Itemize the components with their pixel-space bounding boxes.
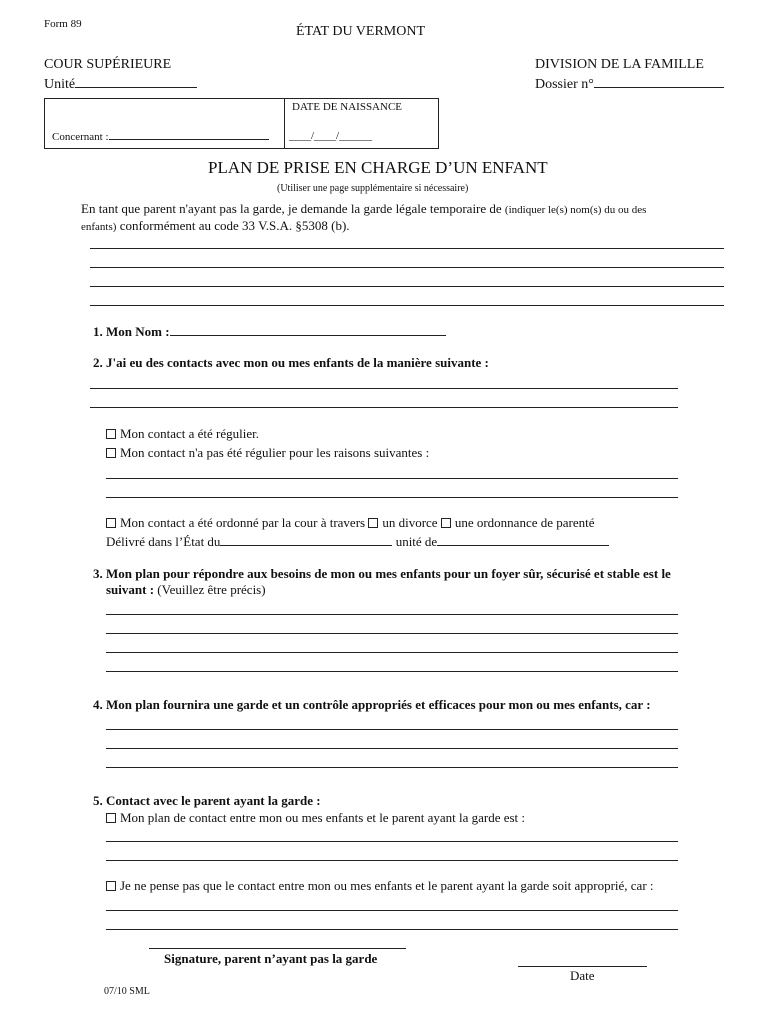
section-2-label: 2. J'ai eu des contacts avec mon ou mes enfants de la manière suivante :	[93, 355, 489, 370]
date-line[interactable]	[518, 966, 647, 967]
revision-code: 07/10 SML	[104, 986, 150, 997]
no-contact-label: Je ne pense pas que le contact entre mon ou mes enfants et le parent ayant la garde soit approprié, car :	[120, 878, 654, 893]
page-subtitle: (Utiliser une page supplémentaire si nécessaire)	[277, 183, 469, 194]
my-name-input[interactable]	[170, 323, 446, 336]
contact-plan-label: Mon plan de contact entre mon ou mes enfants et le parent ayant la garde est :	[120, 810, 526, 825]
supervision-line[interactable]	[106, 767, 678, 768]
section-1-label: 1. Mon Nom :	[93, 324, 170, 339]
children-names-line[interactable]	[90, 305, 724, 306]
irregular-contact-option	[106, 445, 429, 461]
section-3-note: (Veuillez être précis)	[157, 582, 266, 597]
supervision-line[interactable]	[106, 748, 678, 749]
signature-label: Signature, parent n’ayant pas la garde	[164, 951, 378, 966]
docket-label: Dossier n°	[535, 77, 594, 92]
section-1-row	[93, 323, 446, 340]
plan-needs-line[interactable]	[106, 652, 678, 653]
docket-field-row	[535, 75, 724, 93]
irregular-reason-line[interactable]	[106, 497, 678, 498]
intro-hint-end: enfants)	[81, 221, 117, 233]
regular-contact-label: Mon contact a été régulier.	[120, 426, 259, 441]
intro-line-2	[81, 218, 350, 234]
issued-unit-input[interactable]	[437, 533, 609, 546]
contact-plan-line[interactable]	[106, 860, 678, 861]
issued-unit-label: unité de	[395, 534, 438, 549]
plan-needs-line[interactable]	[106, 671, 678, 672]
no-contact-checkbox[interactable]	[106, 881, 116, 891]
children-names-line[interactable]	[90, 267, 724, 268]
court-ordered-label: Mon contact a été ordonné par la cour à travers	[120, 515, 366, 530]
court-ordered-option	[106, 515, 595, 531]
divorce-label: un divorce	[382, 515, 438, 530]
contact-line[interactable]	[90, 407, 678, 408]
unit-field-row	[44, 75, 197, 93]
no-contact-reason-line[interactable]	[106, 929, 678, 930]
concerning-row	[52, 127, 269, 143]
court-ordered-checkbox[interactable]	[106, 518, 116, 528]
plan-needs-line[interactable]	[106, 633, 678, 634]
concerning-input[interactable]	[109, 127, 269, 140]
intro-hint: (indiquer le(s) nom(s) du ou des	[504, 204, 647, 216]
division-name: DIVISION DE LA FAMILLE	[535, 57, 704, 72]
form-number: Form 89	[44, 18, 82, 30]
section-3-label-cont	[106, 582, 266, 598]
concerning-label: Concernant :	[52, 131, 109, 143]
unit-input[interactable]	[75, 75, 197, 88]
date-label: Date	[570, 968, 595, 983]
docket-input[interactable]	[594, 75, 724, 88]
divorce-checkbox[interactable]	[368, 518, 378, 528]
section-5-label: 5. Contact avec le parent ayant la garde :	[93, 793, 321, 808]
issued-state-input[interactable]	[220, 533, 392, 546]
unit-label: Unité	[44, 77, 76, 92]
intro-line-1	[81, 201, 646, 217]
contact-line[interactable]	[90, 388, 678, 389]
irregular-contact-label: Mon contact n'a pas été régulier pour les raisons suivantes :	[120, 445, 430, 460]
contact-plan-checkbox[interactable]	[106, 813, 116, 823]
birthdate-label: DATE DE NAISSANCE	[292, 101, 402, 113]
intro-statute: conformément au code 33 V.S.A. §5308 (b).	[119, 218, 350, 233]
state-title: ÉTAT DU VERMONT	[296, 24, 426, 39]
irregular-reason-line[interactable]	[106, 478, 678, 479]
signature-line[interactable]	[149, 948, 406, 949]
no-contact-option	[106, 878, 654, 894]
section-4-label: 4. Mon plan fournira une garde et un contrôle appropriés et efficaces pour mon ou mes enfants, car :	[93, 697, 651, 712]
birthdate-input[interactable]: ____/____/______	[289, 130, 373, 142]
intro-text: En tant que parent n'ayant pas la garde, je demande la garde légale temporaire de	[81, 201, 502, 216]
box-divider	[284, 98, 285, 148]
regular-contact-option	[106, 426, 259, 442]
page-title: PLAN DE PRISE EN CHARGE D’UN ENFANT	[208, 158, 548, 177]
children-names-line[interactable]	[90, 286, 724, 287]
no-contact-reason-line[interactable]	[106, 910, 678, 911]
court-name: COUR SUPÉRIEURE	[44, 57, 172, 72]
contact-plan-line[interactable]	[106, 841, 678, 842]
section-3-suivant: suivant :	[106, 582, 155, 597]
issued-state-label: Délivré dans l’État du	[106, 534, 221, 549]
irregular-contact-checkbox[interactable]	[106, 448, 116, 458]
parentage-order-checkbox[interactable]	[441, 518, 451, 528]
regular-contact-checkbox[interactable]	[106, 429, 116, 439]
section-3-label: 3. Mon plan pour répondre aux besoins de mon ou mes enfants pour un foyer sûr, sécurisé et stable est le	[93, 566, 671, 581]
contact-plan-option	[106, 810, 525, 826]
children-names-line[interactable]	[90, 248, 724, 249]
parentage-order-label: une ordonnance de parenté	[454, 515, 595, 530]
supervision-line[interactable]	[106, 729, 678, 730]
plan-needs-line[interactable]	[106, 614, 678, 615]
issued-row	[106, 533, 609, 550]
